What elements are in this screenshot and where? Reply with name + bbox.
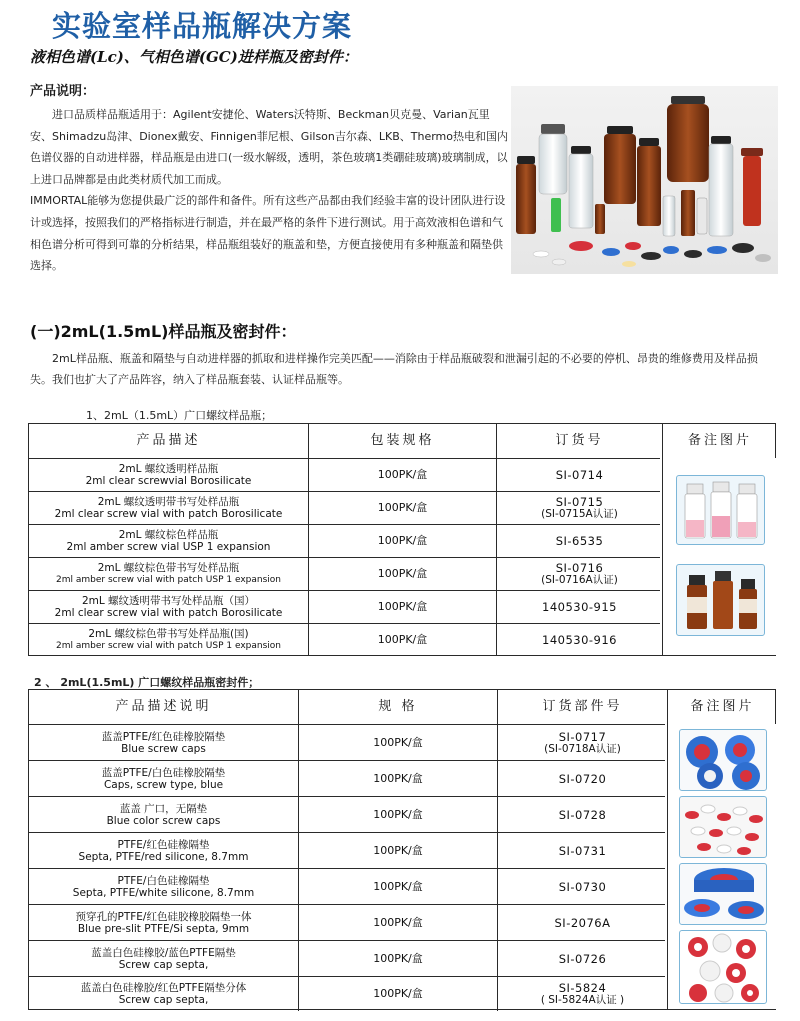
product-name-cn: 蓝盖PTFE/白色硅橡胶隔垫 xyxy=(101,766,226,779)
order-number-cell xyxy=(497,761,667,796)
table2-label: 2 、 2mL(1.5mL) 广口螺纹样品瓶密封件； xyxy=(34,676,260,689)
table-row xyxy=(29,623,660,656)
product-name-en: Blue screw caps xyxy=(121,742,206,755)
order-number-cell xyxy=(496,459,662,491)
table-row xyxy=(29,590,660,623)
septa-photo xyxy=(679,796,767,858)
product-description-cell xyxy=(29,591,308,623)
product-description-cell xyxy=(29,869,298,904)
product-description-heading: 产品说明： xyxy=(30,84,96,99)
order-number: SI-0728 xyxy=(558,807,607,822)
header-product-description: 产品描述 xyxy=(136,433,201,448)
order-number-cell xyxy=(496,525,662,557)
order-number: SI-0715 xyxy=(555,495,604,509)
clear-vial-photo xyxy=(676,475,765,545)
product-group-illustration xyxy=(511,86,778,274)
product-name-cn: PTFE/红色硅橡隔垫 xyxy=(117,838,210,851)
product-description-cell xyxy=(29,905,298,940)
clear-vial-illustration xyxy=(677,476,765,545)
product-description-cell xyxy=(29,459,308,491)
order-number-cell xyxy=(497,797,667,832)
packaging-value: 100PK/盒 xyxy=(373,771,423,785)
table-row xyxy=(29,904,665,940)
blue-caps-illustration xyxy=(680,730,767,791)
packaging-cell xyxy=(298,761,497,796)
product-description-cell xyxy=(29,977,298,1011)
packaging-cell xyxy=(298,941,497,976)
table-row xyxy=(29,760,665,796)
product-name-en: Blue color screw caps xyxy=(106,814,221,827)
table2-photo-column xyxy=(667,724,777,1009)
table-row xyxy=(29,458,660,491)
header-order-number: 订货号 xyxy=(496,424,662,458)
septa-red-white-photo xyxy=(679,930,767,1004)
packaging-cell xyxy=(308,624,496,656)
header-part-number: 订货部件号 xyxy=(497,690,667,724)
product-name-cn: 预穿孔的PTFE/红色硅胶橡胶隔垫一体 xyxy=(75,910,252,923)
certified-order-number: (SI-0718A认证) xyxy=(544,742,621,755)
packaging-value: 100PK/盒 xyxy=(377,468,428,481)
order-number: SI-0714 xyxy=(555,468,604,482)
packaging-value: 100PK/盒 xyxy=(373,879,423,893)
order-number: SI-0726 xyxy=(558,951,607,966)
product-name-cn: 2mL 螺纹棕色带书写处样品瓶(国) xyxy=(88,628,249,640)
table-row xyxy=(29,557,660,590)
order-number-cell xyxy=(496,624,662,656)
order-number-cell xyxy=(497,869,667,904)
packaging-value: 100PK/盒 xyxy=(373,843,423,857)
table1-photo-column xyxy=(662,458,777,655)
table-header-row xyxy=(29,424,775,458)
section1-description-text: 2mL样品瓶、瓶盖和隔垫与自动进样器的抓取和进样操作完美匹配——消除由于样品瓶破裂和泄漏引起的不必要的停机、昂贵的维修费用及样品损失。我们也扩大了产品阵容，纳入了样品瓶套装、认证样品瓶等。 xyxy=(30,352,758,386)
product-description-cell xyxy=(29,941,298,976)
table-row xyxy=(29,524,660,557)
order-number: SI-0717 xyxy=(558,729,607,744)
table-header-row xyxy=(29,690,775,724)
packaging-value: 100PK/盒 xyxy=(377,567,428,580)
order-number: 140530-915 xyxy=(542,600,617,614)
product-name-en: 2ml clear screwvial Borosilicate xyxy=(85,475,252,487)
product-description-cell xyxy=(29,624,308,656)
packaging-value: 100PK/盒 xyxy=(373,987,423,1000)
order-number: 140530-916 xyxy=(542,633,617,647)
vial-table xyxy=(28,423,776,656)
order-number-cell xyxy=(497,977,667,1011)
packaging-cell xyxy=(308,492,496,524)
table-row xyxy=(29,724,665,760)
table-row xyxy=(29,940,665,976)
order-number: SI-0720 xyxy=(558,771,607,786)
packaging-cell xyxy=(308,591,496,623)
product-description-cell xyxy=(29,492,308,524)
product-name-cn: 2mL 螺纹棕色带书写处样品瓶 xyxy=(97,562,240,574)
packaging-value: 100PK/盒 xyxy=(377,600,428,613)
table1-label: 1、2mL（1.5mL）广口螺纹样品瓶； xyxy=(86,409,273,422)
order-number: SI-0730 xyxy=(558,879,607,894)
order-number-cell xyxy=(497,905,667,940)
amber-vial-photo xyxy=(676,564,765,636)
packaging-value: 100PK/盒 xyxy=(377,501,428,514)
table-row xyxy=(29,491,660,524)
page-subtitle: 液相色谱(Lc)、气相色谱(GC)进样瓶及密封件： xyxy=(30,48,358,66)
packaging-cell xyxy=(308,558,496,590)
order-number-cell xyxy=(496,492,662,524)
septa-illustration xyxy=(680,797,767,858)
product-name-en: 2ml clear screw vial with patch Borosilicate xyxy=(54,607,283,619)
packaging-cell xyxy=(298,977,497,1011)
section1-title: (一)2mL(1.5mL)样品瓶及密封件： xyxy=(30,322,297,341)
order-number: SI-0716 xyxy=(555,561,604,575)
product-name-cn: 2mL 螺纹透明带书写处样品瓶 xyxy=(97,496,240,508)
packaging-cell xyxy=(298,905,497,940)
section1-description xyxy=(30,348,778,390)
product-name-en: 2ml amber screw vial USP 1 expansion xyxy=(66,541,271,553)
header-remark-image: 备注图片 xyxy=(667,690,777,724)
packaging-cell xyxy=(298,833,497,868)
intro-paragraph-2: IMMORTAL能够为您提供最广泛的部件和备件。所有这些产品都由我们经验丰富的设计团队进行设计或选择，按照我们的严格指标进行制造，并在最严格的条件下进行测试。用于高效液相色谱和气相色谱分析可得到可靠的分析结果，样品瓶组装好的瓶盖和垫，方便直接使用有多种瓶盖和隔垫供选择。 xyxy=(30,194,506,273)
product-name-cn: 蓝盖 广口，无隔垫 xyxy=(119,802,208,815)
packaging-value: 100PK/盒 xyxy=(373,807,423,821)
product-name-en: Septa, PTFE/red silicone, 8.7mm xyxy=(78,850,249,863)
packaging-cell xyxy=(298,725,497,760)
table-row xyxy=(29,832,665,868)
packaging-value: 100PK/盒 xyxy=(377,633,428,646)
intro-text xyxy=(30,104,508,277)
packaging-cell xyxy=(308,525,496,557)
product-name-cn: 2mL 螺纹棕色样品瓶 xyxy=(118,529,219,541)
product-description-cell xyxy=(29,761,298,796)
product-name-en: 2ml amber screw vial with patch USP 1 expansion xyxy=(56,575,281,585)
product-group-photo xyxy=(511,86,778,274)
table-row xyxy=(29,868,665,904)
order-number-cell xyxy=(496,591,662,623)
packaging-cell xyxy=(298,797,497,832)
certified-order-number: (SI-0716A认证) xyxy=(541,574,618,586)
header-product-description: 产品描述说明 xyxy=(115,699,212,714)
table-row xyxy=(29,796,665,832)
header-specification: 规 格 xyxy=(298,690,497,724)
header-packaging: 包装规格 xyxy=(308,424,496,458)
product-name-cn: 2mL 螺纹透明带书写处样品瓶（国） xyxy=(81,595,256,607)
product-name-cn: PTFE/白色硅橡隔垫 xyxy=(117,874,210,887)
blue-caps-photo xyxy=(679,729,767,791)
product-name-en: Blue pre-slit PTFE/Si septa, 9mm xyxy=(77,922,250,935)
header-remark-image: 备注图片 xyxy=(662,424,777,458)
product-name-cn: 2mL 螺纹透明样品瓶 xyxy=(118,463,219,475)
intro-paragraph-1: 进口品质样品瓶适用于：Agilent安捷伦、Waters沃特斯、Beckman贝克曼、Varian瓦里安、Shimadzu岛津、Dionex戴安、Finnigen菲尼根、Gilson吉尔森、LKB、Thermo热电和国内色谱仪器的自动进样器，样品瓶是由进口(一级水解级，透明，茶色玻璃1类硼硅玻璃)玻璃制成，以上进口品牌都是由此类材质代加工而成。 xyxy=(30,108,508,186)
packaging-value: 100PK/盒 xyxy=(373,951,423,965)
product-name-en: Screw cap septa, xyxy=(118,958,209,971)
packaging-cell xyxy=(298,869,497,904)
product-description-cell xyxy=(29,525,308,557)
order-number-cell xyxy=(496,558,662,590)
order-number-cell xyxy=(497,941,667,976)
product-description-cell xyxy=(29,797,298,832)
order-number-cell xyxy=(497,833,667,868)
product-description-cell xyxy=(29,833,298,868)
seal-table xyxy=(28,689,776,1010)
order-number-cell xyxy=(497,725,667,760)
order-number: SI-5824 xyxy=(558,981,607,995)
amber-vial-illustration xyxy=(677,565,765,636)
product-name-en: 2ml clear screw vial with patch Borosilicate xyxy=(54,508,283,520)
preslit-caps-photo xyxy=(679,863,767,925)
table-row xyxy=(29,976,665,1011)
page-title: 实验室样品瓶解决方案 xyxy=(52,9,353,43)
order-number: SI-2076A xyxy=(554,915,611,930)
certified-order-number: (SI-0715A认证) xyxy=(541,508,618,520)
product-description-cell xyxy=(29,558,308,590)
product-name-cn: 蓝盖白色硅橡胶/蓝色PTFE隔垫 xyxy=(91,946,236,959)
packaging-value: 100PK/盒 xyxy=(373,915,423,929)
packaging-value: 100PK/盒 xyxy=(377,534,428,547)
order-number: SI-0731 xyxy=(558,843,607,858)
certified-order-number: ( SI-5824A认证 ) xyxy=(540,994,625,1006)
packaging-value: 100PK/盒 xyxy=(373,735,423,749)
product-name-cn: 蓝盖白色硅橡胶/红色PTFE隔垫分体 xyxy=(80,982,247,994)
order-number: SI-6535 xyxy=(555,534,604,548)
septa-red-white-illustration xyxy=(680,931,767,1004)
packaging-cell xyxy=(308,459,496,491)
product-name-en: Septa, PTFE/white silicone, 8.7mm xyxy=(72,886,255,899)
product-name-en: Caps, screw type, blue xyxy=(103,778,224,791)
preslit-caps-illustration xyxy=(680,864,767,925)
product-name-en: Screw cap septa, xyxy=(118,994,209,1006)
product-name-cn: 蓝盖PTFE/红色硅橡胶隔垫 xyxy=(101,730,226,743)
product-name-en: 2ml amber screw vial with patch USP 1 expansion xyxy=(56,641,281,651)
product-description-cell xyxy=(29,725,298,760)
